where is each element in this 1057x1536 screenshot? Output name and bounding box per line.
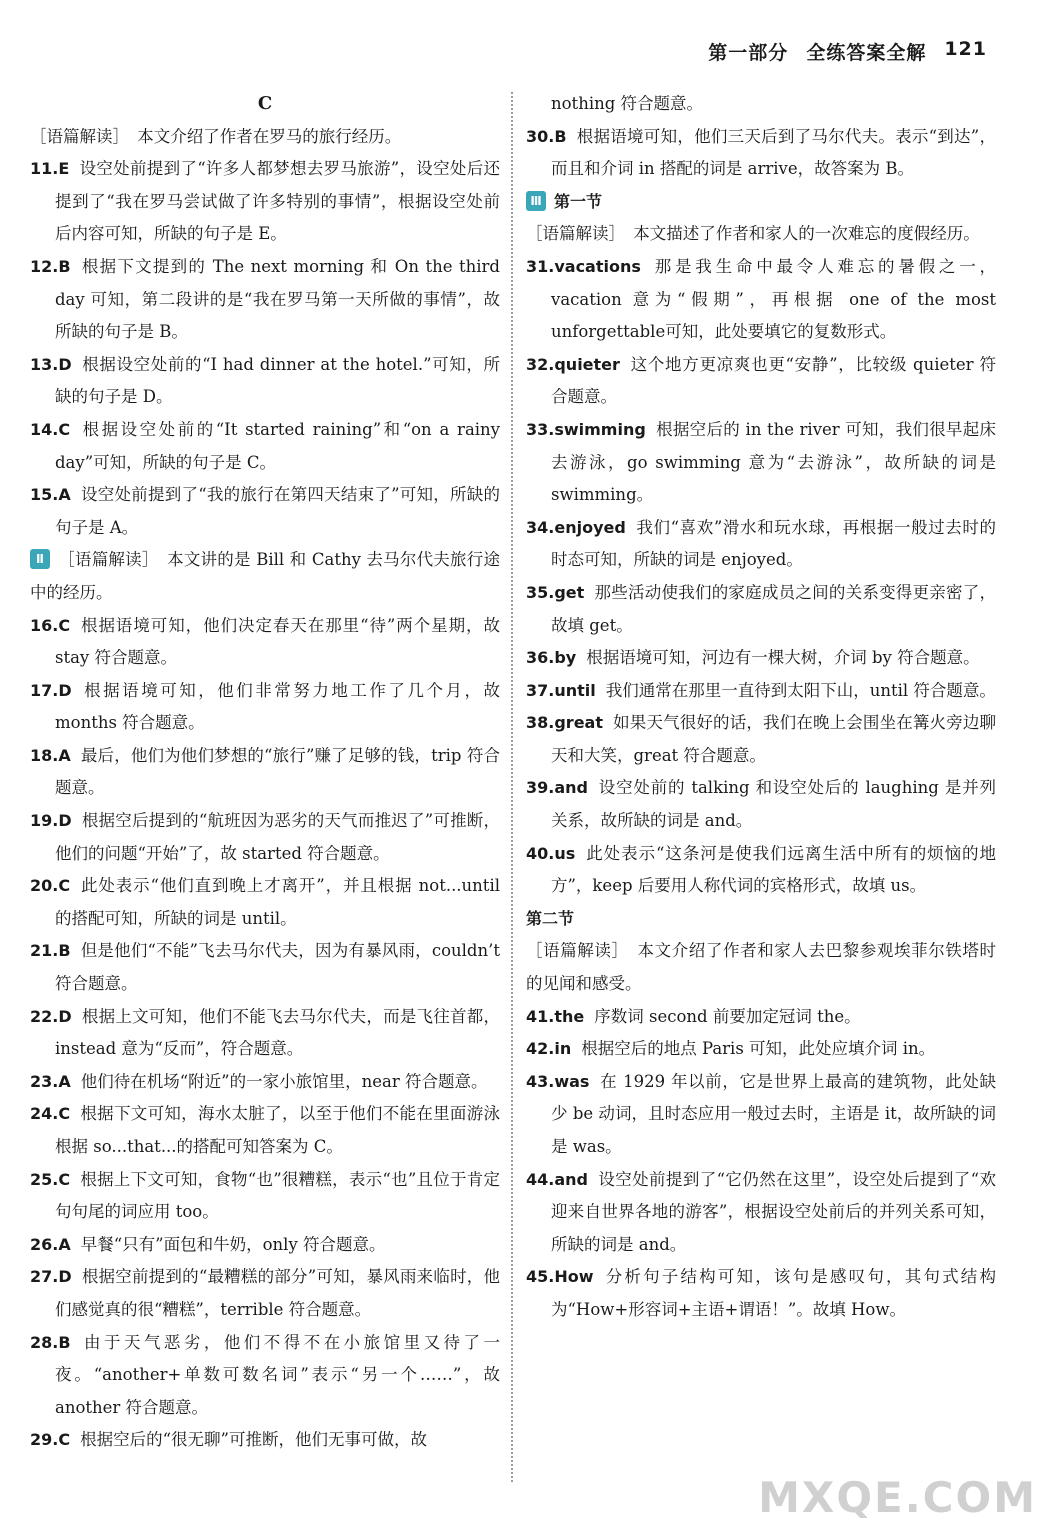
answer-item — [30, 1424, 500, 1457]
answer-explanation: 根据下文可知，海水太脏了，以至于他们不能在里面游泳根据 so...that...的搭配可知答案为 C。 — [55, 1104, 500, 1156]
answer-explanation: 他们待在机场“附近”的一家小旅馆里，near 符合题意。 — [80, 1071, 488, 1091]
answer-item — [526, 772, 996, 837]
answer-number: 30.B — [526, 126, 567, 146]
answer-number: 41.the — [526, 1006, 585, 1026]
answer-item — [30, 251, 500, 349]
answer-number: 24.C — [30, 1104, 71, 1124]
answer-explanation: 此处表示“这条河是使我们远离生活中所有的烦恼的地方”，keep 后要用人称代词的宾格形式，故填 us。 — [551, 843, 996, 896]
answer-number: 31.vacations — [526, 256, 641, 276]
answer-explanation: 根据上下文可知，食物“也”很糟糕，表示“也”且位于肯定句句尾的词应用 too。 — [55, 1169, 500, 1222]
answer-explanation: 根据设空处前的“I had dinner at the hotel.”可知，所缺的句子是 D。 — [55, 354, 500, 407]
watermark: MXQE.COM — [758, 1473, 1037, 1522]
answer-number: 14.C — [30, 419, 71, 439]
answer-item — [30, 805, 500, 870]
answer-explanation: 根据语境可知，河边有一棵大树，介词 by 符合题意。 — [586, 648, 980, 668]
answer-item — [526, 642, 996, 675]
answer-explanation: 根据空后的地点 Paris 可知，此处应填介词 in。 — [581, 1039, 936, 1059]
answer-explanation: 分析句子结构可知，该句是感叹句，其句式结构为“How+形容词+主语+谓语！”。故填 How。 — [551, 1267, 996, 1319]
answer-explanation: 序数词 second 前要加定冠词 the。 — [594, 1006, 861, 1026]
page-header — [708, 38, 987, 65]
answer-explanation: 设空处前的 talking 和设空处后的 laughing 是并列关系，故所缺的词是 and。 — [551, 778, 996, 831]
answer-number: 45.How — [526, 1267, 594, 1287]
answer-number: 15.A — [30, 485, 71, 505]
answer-explanation: 根据空前提到的“最糟糕的部分”可知，暴风雨来临时，他们感觉真的很“糟糕”，terrible 符合题意。 — [55, 1267, 500, 1319]
answer-explanation: 我们通常在那里一直待到太阳下山，until 符合题意。 — [605, 680, 996, 700]
answer-explanation: 如果天气很好的话，我们在晚上会围坐在篝火旁边聊天和大笑，great 符合题意。 — [551, 713, 996, 765]
answer-explanation: 根据上文可知，他们不能飞去马尔代夫，而是飞往首都，instead 意为“反而”，符合题意。 — [55, 1006, 500, 1059]
answer-item — [526, 1066, 996, 1164]
answer-item — [526, 838, 996, 903]
answer-explanation: 由于天气恶劣，他们不得不在小旅馆里又待了一夜。“another+单数可数名词”表示“另一个……”，故 another 符合题意。 — [55, 1332, 500, 1417]
answer-number: 33.swimming — [526, 419, 646, 439]
answer-number: 39.and — [526, 778, 588, 798]
answer-number: 28.B — [30, 1332, 71, 1352]
answer-list-ii — [30, 610, 500, 1457]
answer-item — [30, 153, 500, 251]
section-letter-c: C — [257, 93, 273, 114]
answer-item — [30, 870, 500, 935]
answer-item — [30, 1066, 500, 1099]
answer-number: 44.and — [526, 1169, 588, 1189]
answer-item — [30, 1098, 500, 1163]
answer-number: 25.C — [30, 1169, 71, 1189]
answer-item — [30, 349, 500, 414]
answer-item — [526, 577, 996, 642]
reading-summary-ii — [30, 544, 500, 609]
answer-explanation: 设空处前提到了“我的旅行在第四天结束了”可知，所缺的句子是 A。 — [55, 485, 500, 537]
answer-list-c — [30, 153, 500, 544]
answer-number: 42.in — [526, 1039, 572, 1059]
answer-item — [526, 349, 996, 414]
answer-number: 40.us — [526, 843, 576, 863]
section-iii-badge: Ⅲ — [526, 191, 546, 211]
answer-list-ii-cont — [526, 121, 996, 186]
answer-number: 21.B — [30, 941, 71, 961]
answer-item — [526, 1033, 996, 1066]
answer-item — [526, 707, 996, 772]
answer-item — [526, 1261, 996, 1326]
reading-summary-iii: ［语篇解读］ 本文描述了作者和家人的一次难忘的度假经历。 — [526, 224, 980, 244]
answer-item — [30, 1164, 500, 1229]
answer-explanation: 根据空后的“很无聊”可推断，他们无事可做，故 — [80, 1430, 427, 1450]
reading-summary-2: ［语篇解读］ 本文介绍了作者和家人去巴黎参观埃菲尔铁塔时的见闻和感受。 — [526, 941, 996, 994]
reading-summary-ii-text: ［语篇解读］ 本文讲的是 Bill 和 Cathy 去马尔代夫旅行途中的经历。 — [30, 550, 500, 602]
answer-explanation: 我们“喜欢”滑水和玩水球，再根据一般过去时的时态可知，所缺的词是 enjoyed。 — [551, 517, 996, 570]
answer-item — [526, 512, 996, 577]
answer-number: 35.get — [526, 582, 585, 602]
answer-number: 20.C — [30, 876, 71, 896]
right-column — [526, 88, 996, 1327]
section-iii-heading — [526, 186, 996, 219]
answer-item — [30, 1327, 500, 1425]
answer-explanation: 根据空后的 in the river 可知，我们很早起床去游泳，go swimming 意为“去游泳”，故所缺的词是 swimming。 — [551, 419, 996, 505]
answer-explanation: 根据设空处前的“It started raining”和“on a rainy day”可知，所缺的句子是 C。 — [55, 419, 500, 472]
answer-number: 36.by — [526, 648, 577, 668]
answer-item — [526, 1164, 996, 1262]
header-section: 第一部分 — [708, 42, 789, 64]
answer-number: 22.D — [30, 1006, 72, 1026]
answer-number: 26.A — [30, 1234, 71, 1254]
section-iii-title: 第一节 — [554, 191, 603, 211]
answer-item — [30, 740, 500, 805]
reading-summary-c: ［语篇解读］ 本文介绍了作者在罗马的旅行经历。 — [30, 126, 402, 146]
answer-item — [30, 610, 500, 675]
answer-explanation: 这个地方更凉爽也更“安静”，比较级 quieter 符合题意。 — [551, 354, 996, 407]
page-number: 121 — [944, 38, 987, 60]
answer-item — [526, 121, 996, 186]
answer-number: 43.was — [526, 1071, 590, 1091]
answer-explanation: 设空处前提到了“它仍然在这里”，设空处后提到了“欢迎来自世界各地的游客”，根据设空处前后的并列关系可知，所缺的词是 and。 — [551, 1169, 996, 1254]
answer-number: 32.quieter — [526, 354, 620, 374]
answer-number: 37.until — [526, 680, 596, 700]
left-column — [30, 88, 500, 1457]
answer-explanation: 在 1929 年以前，它是世界上最高的建筑物，此处缺少 be 动词，且时态应用一般过去时，主语是 it，故所缺的词是 was。 — [551, 1071, 996, 1156]
answer-explanation: 最后，他们为他们梦想的“旅行”赚了足够的钱，trip 符合题意。 — [55, 745, 500, 798]
answer-item — [30, 479, 500, 544]
column-divider — [511, 92, 513, 1482]
answer-number: 11.E — [30, 159, 70, 179]
answer-number: 16.C — [30, 615, 71, 635]
answer-explanation: 根据空后提到的“航班因为恶劣的天气而推迟了”可推断，他们的问题“开始”了，故 started 符合题意。 — [55, 811, 500, 863]
answer-number: 23.A — [30, 1071, 71, 1091]
section-ii-badge: Ⅱ — [30, 549, 50, 569]
answer-item — [30, 675, 500, 740]
answer-item — [30, 935, 500, 1000]
answer-explanation: 那些活动使我们的家庭成员之间的关系变得更亲密了，故填 get。 — [551, 582, 996, 635]
answer-number: 34.enjoyed — [526, 517, 626, 537]
answer-number: 27.D — [30, 1267, 72, 1287]
answer-item — [30, 1261, 500, 1326]
answer-number: 18.A — [30, 745, 71, 765]
answer-explanation: 但是他们“不能”飞去马尔代夫，因为有暴风雨，couldn’t 符合题意。 — [55, 941, 500, 994]
section-2-heading: 第二节 — [526, 908, 575, 928]
answer-explanation: 根据下文提到的 The next morning 和 On the third day 可知，第二段讲的是“我在罗马第一天所做的事情”，故所缺的句子是 B。 — [55, 256, 500, 342]
answer-item — [526, 1001, 996, 1034]
answer-explanation: 根据语境可知，他们决定春天在那里“待”两个星期，故 stay 符合题意。 — [55, 615, 500, 668]
header-subtitle: 全练答案全解 — [806, 42, 927, 64]
answer-item — [526, 675, 996, 708]
answer-item — [526, 251, 996, 349]
answer-number: 12.B — [30, 256, 71, 276]
answer-explanation: 那是我生命中最令人难忘的暑假之一，vacation 意为“假期”，再根据 one of the most unforgettable可知，此处要填它的复数形式。 — [551, 256, 996, 342]
answer-item — [30, 1001, 500, 1066]
answer-number: 17.D — [30, 680, 72, 700]
answer-item — [526, 414, 996, 512]
answer-list-2 — [526, 1001, 996, 1327]
answer-explanation: 早餐“只有”面包和牛奶，only 符合题意。 — [80, 1234, 386, 1254]
answer-item — [30, 414, 500, 479]
answer-item — [30, 1229, 500, 1262]
continued-text: nothing 符合题意。 — [551, 94, 704, 113]
answer-explanation: 此处表示“他们直到晚上才离开”，并且根据 not...until 的搭配可知，所缺的词是 until。 — [55, 876, 500, 928]
answer-number: 19.D — [30, 811, 72, 831]
answer-list-iii — [526, 251, 996, 903]
answer-number: 29.C — [30, 1430, 71, 1450]
answer-number: 13.D — [30, 354, 72, 374]
answer-explanation: 设空处前提到了“许多人都梦想去罗马旅游”，设空处后还提到了“我在罗马尝试做了许多特别的事情”，根据设空处前后内容可知，所缺的句子是 E。 — [55, 159, 500, 244]
answer-explanation: 根据语境可知，他们三天后到了马尔代夫。表示“到达”，而且和介词 in 搭配的词是 arrive，故答案为 B。 — [551, 126, 996, 179]
answer-explanation: 根据语境可知，他们非常努力地工作了几个月，故 months 符合题意。 — [55, 680, 500, 733]
answer-number: 38.great — [526, 713, 603, 733]
